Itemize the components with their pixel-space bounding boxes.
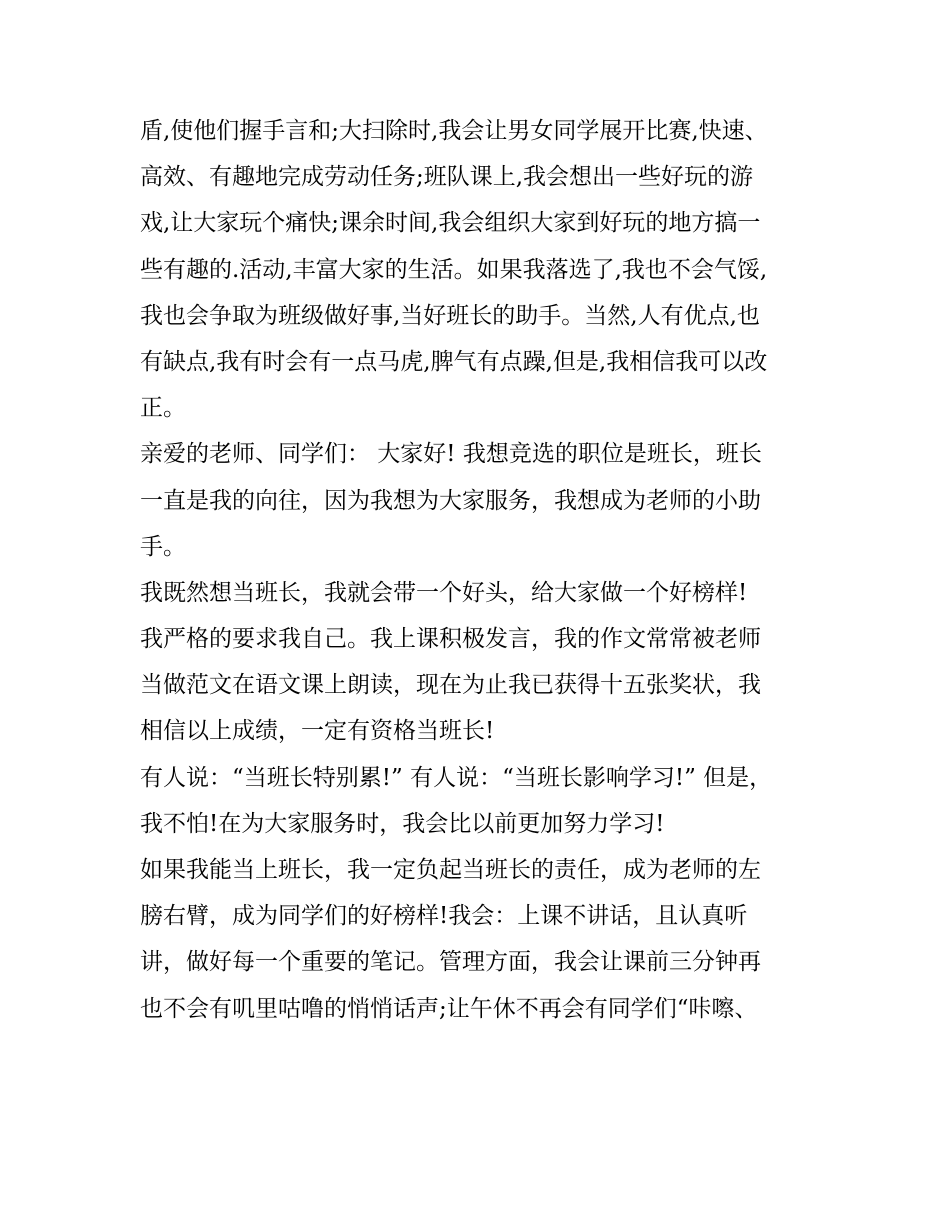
text-line: 当做范文在语文课上朗读，现在为止我已获得十五张奖状，我 [140, 672, 761, 699]
text-line: 盾,使他们握手言和;大扫除时,我会让男女同学展开比赛,快速、 [140, 118, 768, 144]
text-line: 我严格的要求我自己。我上课积极发言，我的作文常常被老师 [140, 626, 761, 653]
text-line: 我不怕!在为大家服务时，我会比以前更加努力学习! [140, 810, 665, 837]
text-line: 手。 [140, 533, 186, 560]
text-line: 相信以上成绩，一定有资格当班长! [140, 718, 495, 745]
text-line: 我也会争取为班级做好事,当好班长的助手。当然,人有优点,也 [140, 302, 760, 329]
text-line: 讲，做好每一个重要的笔记。管理方面，我会让课前三分钟再 [140, 949, 761, 976]
document-body [140, 108, 810, 1032]
text-line: 亲爱的老师、同学们： 大家好! 我想竞选的职位是班长，班长 [140, 441, 762, 468]
text-line: 高效、有趣地完成劳动任务;班队课上,我会想出一些好玩的游 [140, 164, 754, 191]
text-line: 也不会有叽里咕噜的悄悄话声;让午休不再会有同学们“咔嚓、 [140, 995, 758, 1022]
text-line: 如果我能当上班长，我一定负起当班长的责任，成为老师的左 [140, 857, 761, 883]
text-line: 我既然想当班长，我就会带一个好头，给大家做一个好榜样! [140, 579, 748, 606]
text-line: 有缺点,我有时会有一点马虎,脾气有点躁,但是,我相信我可以改 [140, 348, 768, 375]
text-line: 些有趣的.活动,丰富大家的生活。如果我落选了,我也不会气馁, [140, 256, 768, 283]
text-line: 一直是我的向往，因为我想为大家服务，我想成为老师的小助 [140, 487, 761, 514]
text-line: 正。 [140, 395, 186, 422]
text-line: 膀右臂，成为同学们的好榜样!我会：上课不讲话，且认真听 [140, 903, 748, 930]
text-line: 戏,让大家玩个痛快;课余时间,我会组织大家到好玩的地方搞一 [140, 210, 761, 237]
text-line: 有人说：“当班长特别累!” 有人说：“当班长影响学习!” 但是， [140, 764, 773, 791]
